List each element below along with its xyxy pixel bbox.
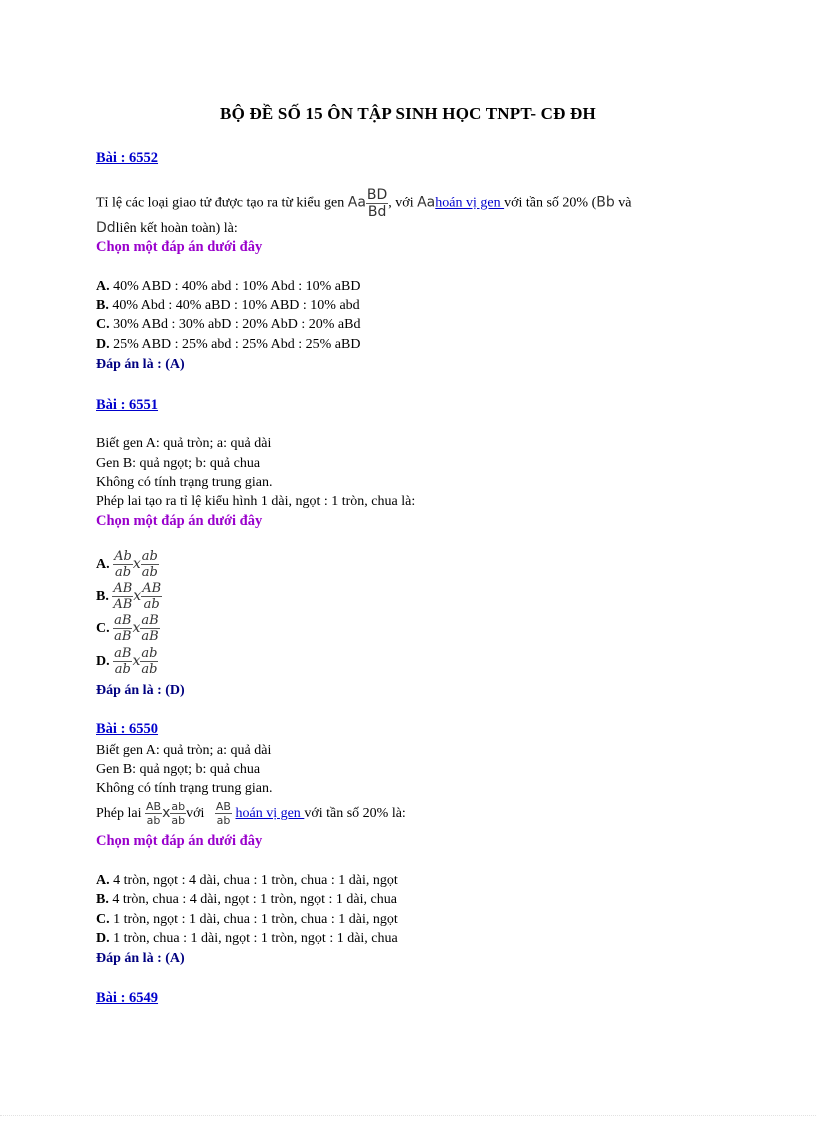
genotype-symbol: Bb: [596, 194, 615, 211]
question-line: Gen B: quả ngọt; b: quả chua: [96, 456, 261, 471]
fraction-denominator: aB: [114, 629, 132, 645]
fraction-denominator: ab: [143, 597, 160, 613]
cross-fraction: [140, 647, 158, 676]
answer-option-c[interactable]: [96, 612, 160, 645]
option-letter: D.: [96, 337, 110, 352]
answer-option-c[interactable]: [96, 910, 398, 929]
choose-answer-label: Chọn một đáp án dưới đây: [96, 239, 263, 255]
question-text: với: [186, 806, 208, 821]
option-letter: A.: [96, 279, 110, 294]
option-letter: D.: [96, 931, 110, 946]
fraction-denominator: AB: [113, 597, 133, 613]
question-text: liên kết hoàn toàn) là:: [115, 221, 238, 236]
option-letter: B.: [96, 298, 109, 313]
question-link-6550[interactable]: Bài : 6550: [96, 721, 159, 737]
question-link-6552[interactable]: Bài : 6552: [96, 150, 159, 166]
question-text: với tần số 20% là:: [304, 806, 406, 821]
question-text: với tần số 20% (: [504, 195, 597, 211]
answer-option-a[interactable]: [96, 548, 159, 581]
answer-option-d[interactable]: [96, 929, 398, 948]
question-text: và: [614, 195, 632, 211]
question-line: Không có tính trạng trung gian.: [96, 475, 273, 490]
fraction-denominator: ab: [216, 814, 231, 828]
cross-fraction: [112, 582, 133, 611]
cross-fraction: [145, 801, 162, 826]
fraction-numerator: ab: [141, 549, 158, 565]
question-text: Tỉ lệ các loại giao tử được tạo ra từ kiểu gen: [96, 195, 348, 211]
choose-answer-label: Chọn một đáp án dưới đây: [96, 833, 263, 849]
cross-fraction: [141, 550, 159, 579]
fraction-numerator: aB: [141, 613, 159, 629]
fraction-numerator: Ab: [114, 549, 132, 565]
option-letter: A.: [96, 557, 110, 572]
fraction-denominator: ab: [171, 814, 186, 828]
cross-sign: x: [132, 556, 141, 572]
answer-option-d[interactable]: [96, 335, 360, 354]
answer-value: (D): [165, 683, 185, 698]
option-letter: C.: [96, 317, 110, 332]
question-link-6551[interactable]: Bài : 6551: [96, 397, 159, 413]
fraction-numerator: ab: [141, 646, 158, 662]
choose-answer-label: Chọn một đáp án dưới đây: [96, 513, 263, 529]
answer-prefix: Đáp án là :: [96, 683, 166, 698]
answer-key-6550: [96, 949, 185, 968]
option-text: 30% ABd : 30% abD : 20% AbD : 20% aBd: [109, 317, 361, 332]
cross-fraction: [215, 801, 232, 826]
option-text: 4 tròn, chua : 4 dài, ngọt : 1 tròn, ngọt : 1 dài, chua: [108, 892, 397, 907]
answer-key-6552: [96, 355, 185, 374]
cross-fraction: [170, 801, 186, 826]
option-text: 1 tròn, chua : 1 dài, ngọt : 1 tròn, ngọt : 1 dài, chua: [109, 931, 398, 946]
cross-fraction: [141, 582, 162, 611]
answer-option-c[interactable]: [96, 315, 360, 334]
answer-prefix: Đáp án là :: [96, 951, 166, 966]
question-line: Phép lai tạo ra tỉ lệ kiểu hình 1 dài, ngọt : 1 tròn, chua là:: [96, 494, 416, 509]
answer-option-a[interactable]: [96, 277, 360, 296]
answer-option-b[interactable]: [96, 296, 360, 315]
genotype-fraction: [366, 188, 388, 219]
fraction-numerator: BD: [366, 187, 388, 203]
cross-line-6550: [96, 797, 406, 830]
question-line: Gen B: quả ngọt; b: quả chua: [96, 762, 261, 777]
cross-sign: x: [162, 805, 171, 821]
answer-key-6551: [96, 681, 185, 700]
fraction-numerator: AB: [146, 800, 162, 814]
answer-option-d[interactable]: [96, 645, 158, 678]
question-text-6552: [96, 188, 631, 219]
question-text: Phép lai: [96, 806, 145, 821]
answer-option-a[interactable]: [96, 871, 398, 890]
option-text: 25% ABD : 25% abd : 25% Abd : 25% aBD: [109, 337, 361, 352]
page-bottom-border: [0, 1115, 816, 1116]
fraction-numerator: aB: [114, 646, 132, 662]
fraction-denominator: aB: [141, 629, 159, 645]
cross-sign: x: [133, 588, 142, 604]
fraction-denominator: ab: [146, 814, 161, 828]
option-text: 4 tròn, ngọt : 4 dài, chua : 1 tròn, chua : 1 dài, ngọt: [109, 873, 398, 888]
answer-prefix: Đáp án là :: [96, 357, 166, 372]
cross-sign: x: [132, 653, 141, 669]
genotype-symbol: Aa: [417, 194, 436, 211]
fraction-denominator: ab: [114, 565, 132, 581]
option-letter: C.: [96, 621, 110, 636]
option-letter: B.: [96, 892, 109, 907]
question-line: Không có tính trạng trung gian.: [96, 781, 273, 796]
question-text-6552-line2: [96, 219, 238, 238]
fraction-denominator: ab: [141, 565, 158, 581]
genotype-symbol: Dd: [96, 220, 116, 236]
cross-sign: x: [132, 620, 141, 636]
option-letter: B.: [96, 589, 109, 604]
option-letter: C.: [96, 912, 110, 927]
answer-value: (A): [165, 951, 185, 966]
option-text: 40% Abd : 40% aBD : 10% ABD : 10% abd: [108, 298, 360, 313]
option-letter: D.: [96, 654, 110, 669]
fraction-denominator: ab: [141, 662, 158, 678]
fraction-denominator: Bd: [367, 204, 387, 220]
page-title: BỘ ĐỀ SỐ 15 ÔN TẬP SINH HỌC TNPT- CĐ ĐH: [220, 104, 596, 123]
question-line: Biết gen A: quả tròn; a: quả dài: [96, 743, 272, 758]
hoan-vi-gen-link[interactable]: hoán vị gen: [435, 195, 505, 211]
option-text: 1 tròn, ngọt : 1 dài, chua : 1 tròn, chua : 1 dài, ngọt: [109, 912, 398, 927]
cross-fraction: [113, 647, 132, 676]
fraction-denominator: ab: [114, 662, 131, 678]
fraction-numerator: AB: [113, 581, 133, 597]
question-link-6549[interactable]: Bài : 6549: [96, 990, 159, 1006]
option-letter: A.: [96, 873, 110, 888]
cross-fraction: [113, 550, 133, 579]
fraction-numerator: AB: [142, 581, 162, 597]
answer-option-b[interactable]: [96, 580, 162, 613]
answer-option-b[interactable]: [96, 890, 397, 909]
cross-fraction: [140, 614, 159, 643]
hoan-vi-gen-link[interactable]: hoán vị gen: [235, 806, 305, 821]
question-text: , với: [388, 195, 418, 211]
cross-fraction: [113, 614, 132, 643]
genotype-symbol: Aa: [347, 194, 366, 211]
question-line: Biết gen A: quả tròn; a: quả dài: [96, 436, 272, 451]
fraction-numerator: ab: [171, 800, 186, 814]
option-text: 40% ABD : 40% abd : 10% Abd : 10% aBD: [109, 279, 361, 294]
fraction-numerator: AB: [215, 800, 231, 814]
fraction-numerator: aB: [114, 613, 132, 629]
answer-value: (A): [165, 357, 185, 372]
